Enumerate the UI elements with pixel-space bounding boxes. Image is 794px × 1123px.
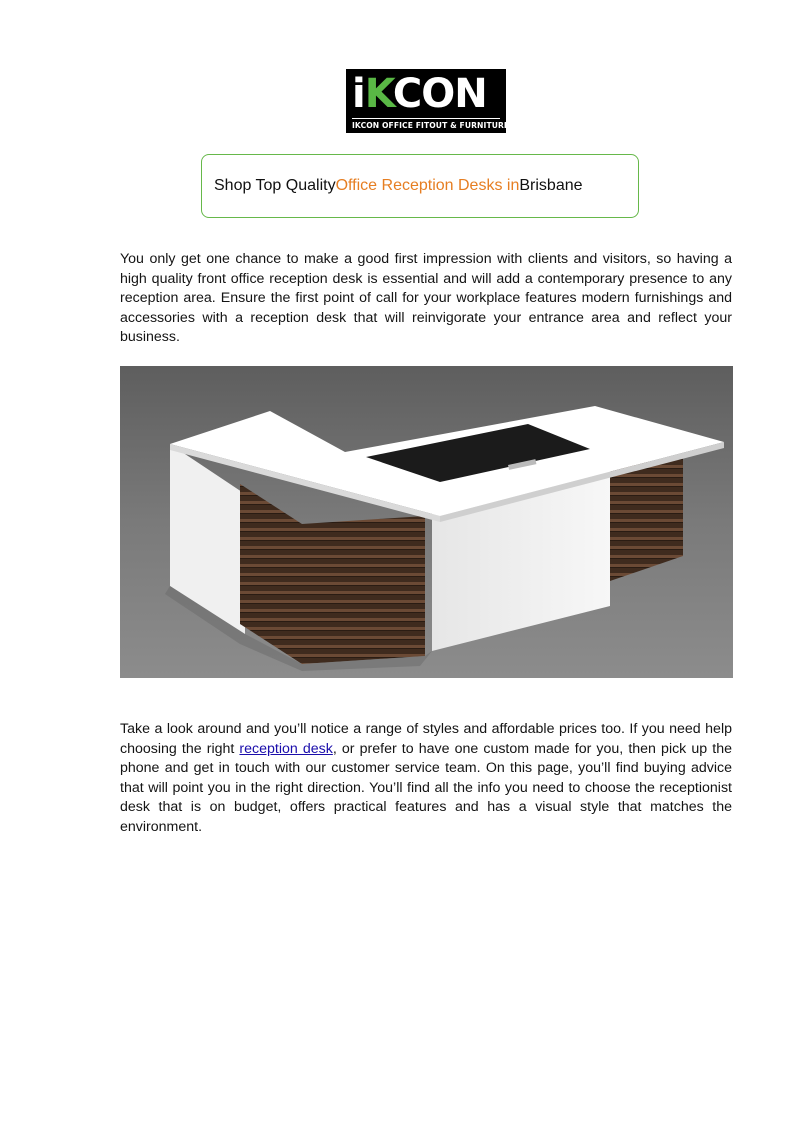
ikcon-logo	[346, 69, 510, 133]
logo-tagline: IKCON OFFICE FITOUT & FURNITURE	[352, 118, 500, 130]
title-highlight: Office Reception Desks in	[335, 177, 520, 194]
reception-desk-link[interactable]: reception desk	[239, 740, 333, 757]
logo-letter-k: K	[364, 73, 393, 117]
advice-text-before-link: Take a look around and you’ll notice a range of styles and affordable prices too. If you need help choosing the right	[120, 721, 732, 757]
advice-text-after-link: , or prefer to have one custom made for you, then pick up the phone and get in touch with our customer service team. On this page, you’ll find buying advice that will point you in the right direction. You’ll find all the info you need to choose the receptionist desk that is on budget, offers practical features and has a visual style that matches the environment.	[120, 740, 732, 835]
title-part-2: Brisbane	[519, 177, 583, 194]
reception-desk-image	[120, 366, 733, 678]
intro-paragraph: You only get one chance to make a good first impression with clients and visitors, so having a high quality front office reception desk is essential and will add a contemporary presence to any reception area. Ensure the first point of call for your workplace features modern furnishings and accessories with a reception desk that will reinvigorate your entrance area and reflect your business.	[120, 251, 732, 346]
logo-wordmark	[352, 73, 500, 117]
title-part-1: Shop Top Quality	[214, 177, 336, 194]
logo-letter-i: i	[352, 73, 365, 117]
logo-letters-con: CON	[392, 73, 487, 117]
advice-paragraph	[120, 720, 732, 838]
page-title-box	[201, 154, 639, 218]
